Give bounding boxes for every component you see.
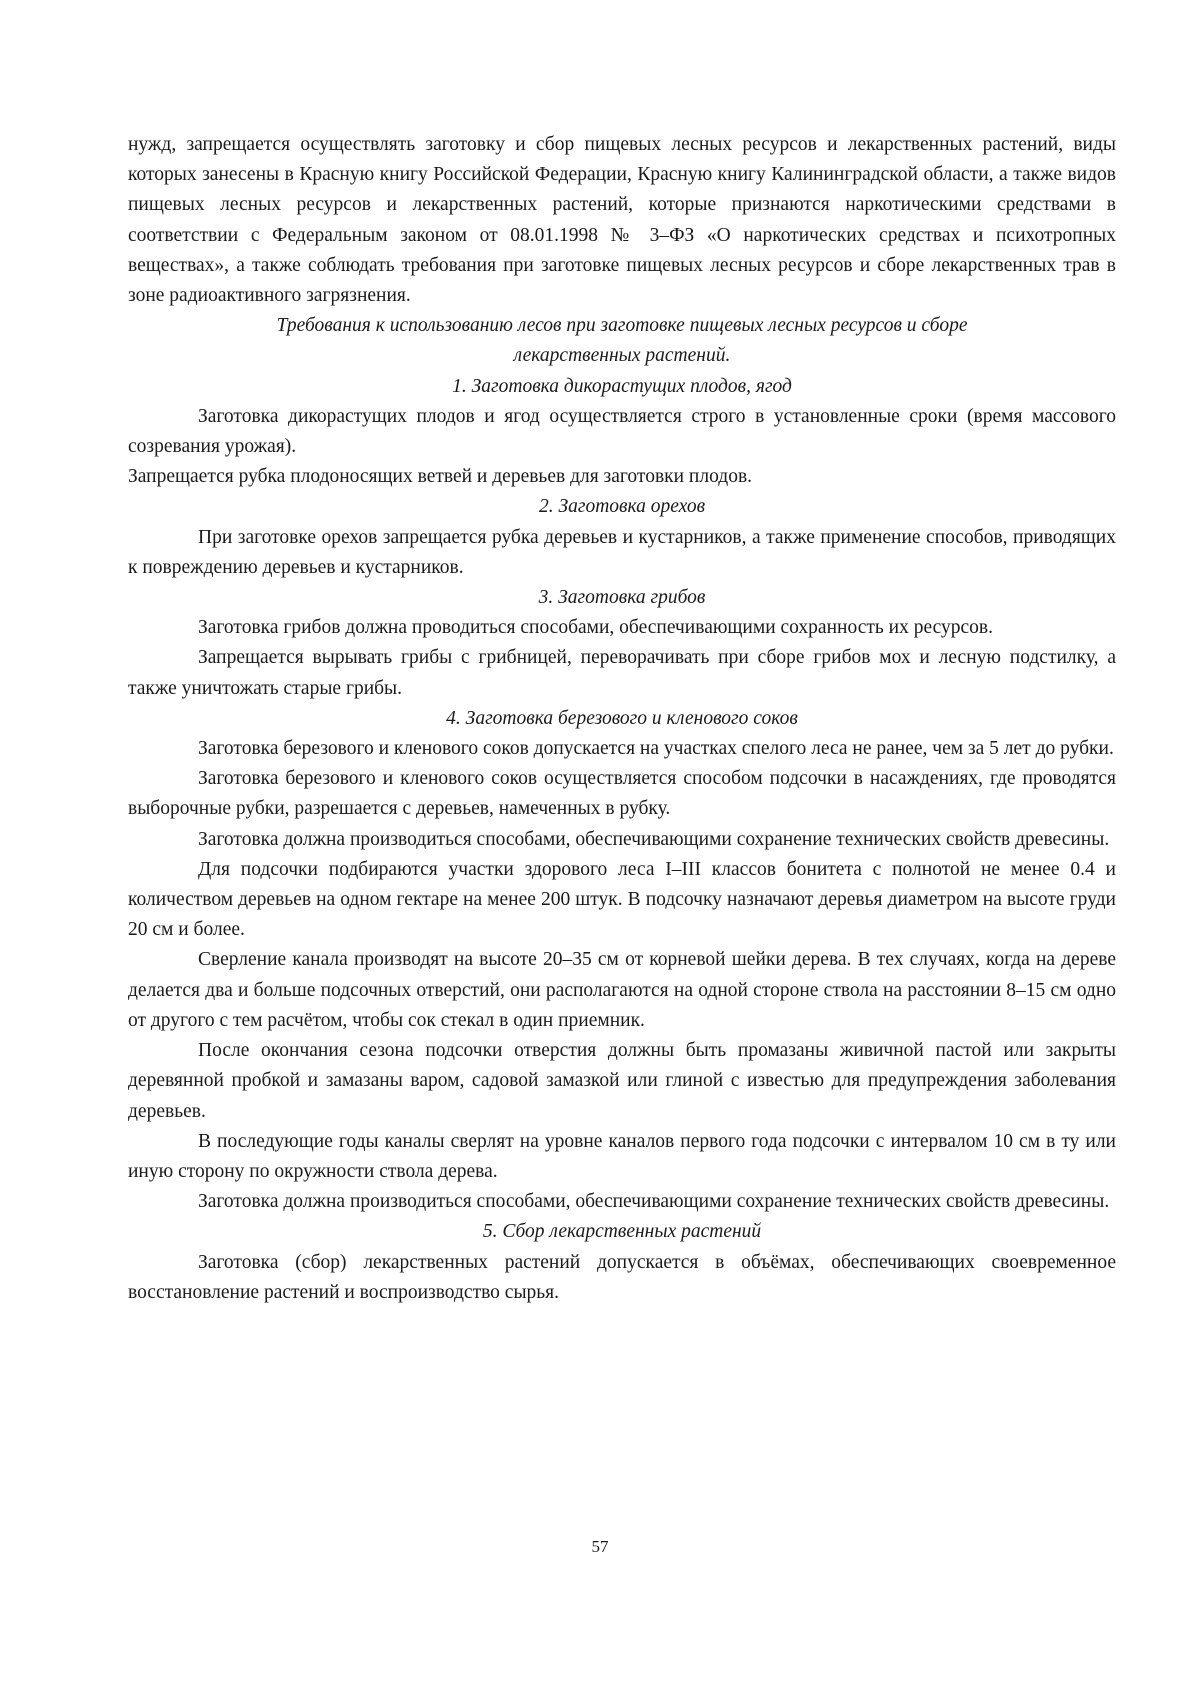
section-heading-1: 1. Заготовка дикорастущих плодов, ягод [452,375,792,397]
main-title-line-2: лекарственных растений. [513,345,731,367]
main-title-line-1: Требования к использованию лесов при заготовке пищевых лесных ресурсов и сборе [276,315,968,337]
section-1-note: Запрещается рубка плодоносящих ветвей и деревьев для заготовки плодов. [128,466,753,488]
page-number: 57 [591,1537,609,1556]
intro-paragraph: нужд, запрещается осуществлять заготовку и сбор пищевых лесных ресурсов и лекарственных растений, виды которых занесены в Красную книгу Российской Федерации, Красную книгу Калининградской области, а также видов пищевых лесных ресурсов и лекарственных растений, которые признаются наркотическими средствами в соответствии с Федеральным законом от 08.01.1998 № 3–ФЗ «О наркотических средствах и психотропных веществах», а также соблюдать требования при заготовке пищевых лесных ресурсов и сборе лекарственных трав в зоне радиоактивного загрязнения. [128,134,1116,307]
section-heading-3: 3. Заготовка грибов [538,587,706,609]
section-heading-5: 5. Сбор лекарственных растений [482,1221,762,1243]
section-4-paragraph-5: Сверление канала производят на высоте 20–35 см от корневой шейки дерева. В тех случаях, когда на дереве делается два и больше подсочных отверстий, они располагаются на одной стороне ствола на расстоянии 8–15 см одно от другого с тем расчётом, чтобы сок стекал в один приемник. [128,949,1116,1031]
section-3-paragraph-1: Заготовка грибов должна проводиться способами, обеспечивающими сохранность их ресурсов. [198,617,993,639]
document-page [128,130,1116,1308]
section-2-paragraph: При заготовке орехов запрещается рубка деревьев и кустарников, а также применение способов, приводящих к повреждению деревьев и кустарников. [128,526,1116,578]
section-3-paragraph-2: Запрещается вырывать грибы с грибницей, переворачивать при сборе грибов мох и лесную подстилку, а также уничтожать старые грибы. [128,647,1116,699]
section-1-paragraph: Заготовка дикорастущих плодов и ягод осуществляется строго в установленные сроки (время массового созревания урожая). [128,405,1116,458]
section-4-paragraph-4: Для подсочки подбираются участки здорового леса I–III классов бонитета с полнотой не менее 0.4 и количеством деревьев на одном гектаре на менее 200 штук. В подсочку назначают деревья диаметром на высоте груди 20 см и более. [128,858,1116,941]
section-4-paragraph-1: Заготовка березового и кленового соков допускается на участках спелого леса не ранее, чем за 5 лет до рубки. [198,738,1114,760]
section-heading-4: 4. Заготовка березового и кленового соков [446,707,798,729]
section-4-paragraph-8: Заготовка должна производиться способами, обеспечивающими сохранение технических свойств древесины. [198,1191,1110,1213]
section-5-paragraph: Заготовка (сбор) лекарственных растений допускается в объёмах, обеспечивающих своевременное восстановление растений и воспроизводство сырья. [128,1251,1116,1303]
section-heading-2: 2. Заготовка орехов [538,496,706,518]
section-4-paragraph-7: В последующие годы каналы сверлят на уровне каналов первого года подсочки с интервалом 10 см в ту или иную сторону по окружности ствола дерева. [128,1130,1116,1182]
section-4-paragraph-6: После окончания сезона подсочки отверстия должны быть промазаны живичной пастой или закрыты деревянной пробкой и замазаны варом, садовой замазкой или глиной с известью для предупреждения заболевания деревьев. [128,1040,1116,1122]
section-4-paragraph-2: Заготовка березового и кленового соков осуществляется способом подсочки в насаждениях, где проводятся выборочные рубки, разрешается с деревьев, намеченных в рубку. [128,768,1116,820]
section-4-paragraph-3: Заготовка должна производиться способами, обеспечивающими сохранение технических свойств древесины. [198,828,1110,850]
